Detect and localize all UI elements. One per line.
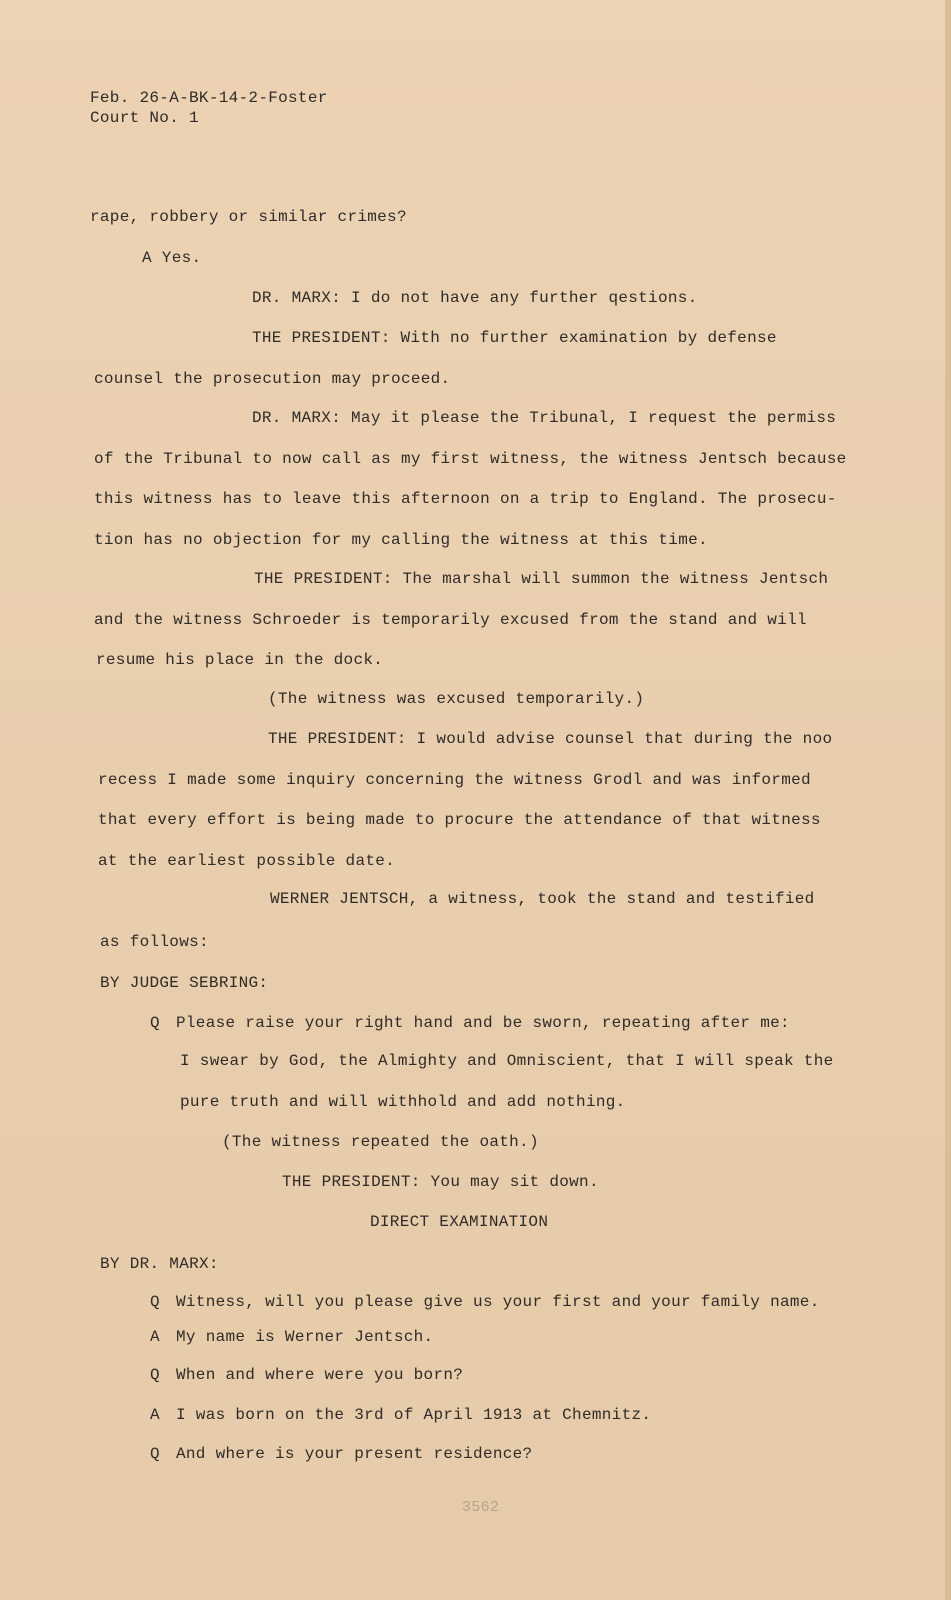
answer-text: My name is Werner Jentsch. <box>176 1328 434 1346</box>
question-line <box>150 1013 790 1033</box>
oath-line: I swear by God, the Almighty and Omniscient, that I will speak the <box>180 1052 834 1070</box>
page-number: 3562 <box>462 1499 500 1516</box>
speaker-line: WERNER JENTSCH, a witness, took the stand and testified <box>270 890 815 908</box>
file-reference: Feb. 26-A-BK-14-2-Foster <box>90 89 328 107</box>
text-line: recess I made some inquiry concerning the witness Grodl and was informed <box>98 771 811 789</box>
question-text: Please raise your right hand and be sworn, repeating after me: <box>176 1014 790 1032</box>
answer-marker: A <box>150 1328 160 1346</box>
question-marker: Q <box>150 1366 160 1384</box>
examiner-heading: BY JUDGE SEBRING: <box>100 974 269 992</box>
text-line: counsel the prosecution may proceed. <box>94 370 451 388</box>
text-line: as follows: <box>100 933 209 951</box>
text-line: tion has no objection for my calling the witness at this time. <box>94 531 708 549</box>
answer-text: I was born on the 3rd of April 1913 at Chemnitz. <box>176 1406 652 1424</box>
question-line <box>150 1365 463 1385</box>
speaker-line: DR. MARX: I do not have any further qestions. <box>252 289 698 307</box>
text-line: rape, robbery or similar crimes? <box>90 208 407 226</box>
text-line: that every effort is being made to procure the attendance of that witness <box>98 811 821 829</box>
speaker-line: THE PRESIDENT: The marshal will summon the witness Jentsch <box>254 570 829 588</box>
text-line: at the earliest possible date. <box>98 852 396 870</box>
question-marker: Q <box>150 1445 160 1463</box>
answer-line: A Yes. <box>142 249 202 267</box>
question-line <box>150 1292 820 1312</box>
text-line: this witness has to leave this afternoon on a trip to England. The prosecu- <box>94 490 837 508</box>
text-line: of the Tribunal to now call as my first witness, the witness Jentsch because <box>94 450 847 468</box>
question-text: Witness, will you please give us your first and your family name. <box>176 1293 820 1311</box>
oath-line: pure truth and will withhold and add nothing. <box>180 1093 626 1111</box>
text-line: resume his place in the dock. <box>96 651 384 669</box>
stage-direction: (The witness was excused temporarily.) <box>268 690 645 708</box>
examiner-heading: BY DR. MARX: <box>100 1255 219 1273</box>
answer-line <box>150 1405 651 1425</box>
answer-line <box>150 1327 433 1347</box>
section-heading: DIRECT EXAMINATION <box>370 1213 549 1231</box>
answer-marker: A <box>150 1406 160 1424</box>
question-line <box>150 1444 532 1464</box>
page-edge <box>945 0 951 1600</box>
court-number: Court No. 1 <box>90 109 199 127</box>
speaker-line: THE PRESIDENT: You may sit down. <box>282 1173 599 1191</box>
question-marker: Q <box>150 1293 160 1311</box>
text-line: and the witness Schroeder is temporarily excused from the stand and will <box>94 611 807 629</box>
speaker-line: DR. MARX: May it please the Tribunal, I request the permiss <box>252 409 837 427</box>
question-text: When and where were you born? <box>176 1366 464 1384</box>
stage-direction: (The witness repeated the oath.) <box>222 1133 539 1151</box>
question-marker: Q <box>150 1014 160 1032</box>
speaker-line: THE PRESIDENT: I would advise counsel that during the noo <box>268 730 833 748</box>
speaker-line: THE PRESIDENT: With no further examination by defense <box>252 329 777 347</box>
question-text: And where is your present residence? <box>176 1445 533 1463</box>
